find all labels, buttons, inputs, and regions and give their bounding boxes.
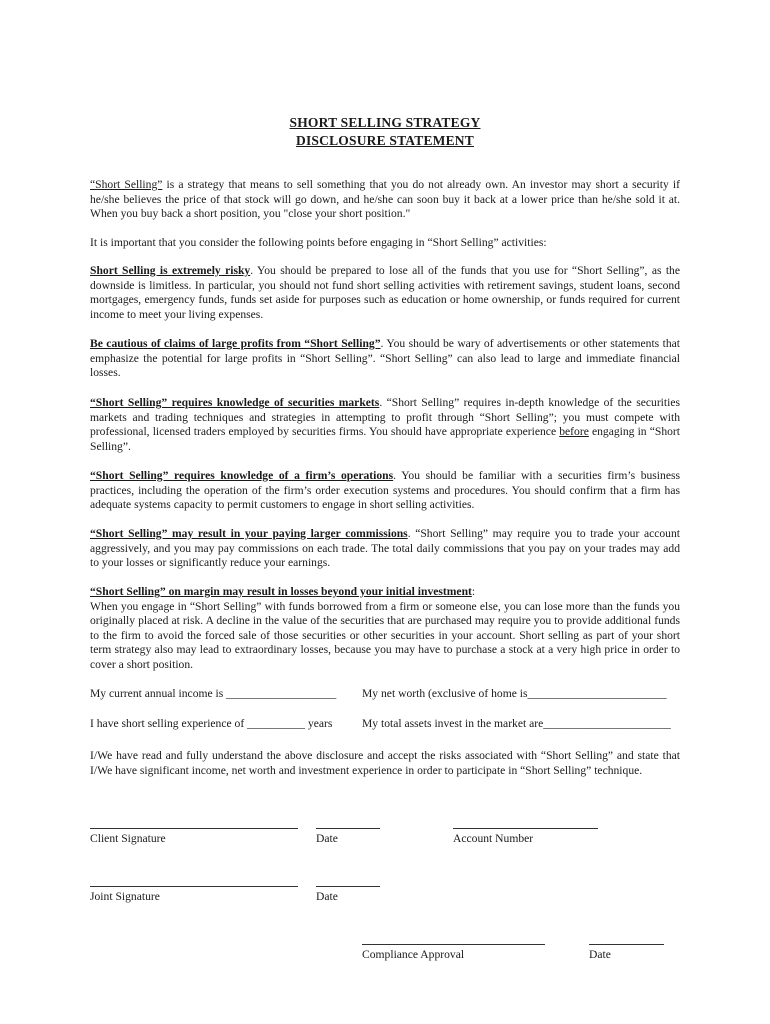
point-securities-text: . “Short Selling” requires in-depth knowledge of the securities markets and trading techniques and strategies in attempting to profit through “Short Selling”; you must compete with professional, licensed traders employed by securities firms. You should have appropriate experience [90, 396, 680, 439]
point-margin [90, 585, 680, 673]
point-securities [90, 396, 680, 454]
date1-line[interactable] [316, 828, 380, 829]
income-field[interactable]: My current annual income is ___________________ [90, 687, 337, 700]
point-risky-text: . You should be prepared to lose all of the funds that you use for “Short Selling”, as the downside is limitless. In particular, you should not fund short selling activities with retirement savings, student loans, second mortgages, emergency funds, funds set aside for purposes such as education or home ownership, or funds required for current income to meet your living expenses. [90, 264, 681, 321]
client-signature-line[interactable] [90, 828, 298, 829]
point-commissions-text: . “Short Selling” may require you to trade your account aggressively, and you may pay commissions on each trade. The total daily commissions that you pay on your trades may add to your losses or significantly reduce your earnings. [90, 527, 680, 570]
joint-signature-label: Joint Signature [90, 890, 160, 903]
point-securities-tail: engaging in “Short Selling”. [90, 425, 681, 453]
point-cautious-text: . You should be wary of advertisements or other statements that emphasize the potential for large profits in “Short Selling”. “Short Selling” can also lead to large and immediate financial losses. [90, 337, 680, 380]
point-operations [90, 469, 680, 513]
client-signature-label: Client Signature [90, 832, 166, 845]
point-operations-text: . You should be familiar with a securities firm’s business practices, including the operation of the firm’s order execution systems and procedures. You should confirm that a firm has adequate systems capacity to permit customers to engage in short selling activities. [90, 469, 680, 512]
point-operations-heading: “Short Selling” requires knowledge of a firm’s operations [90, 469, 394, 482]
title-line-1: SHORT SELLING STRATEGY [289, 115, 481, 130]
important-paragraph: It is important that you consider the following points before engaging in “Short Selling” activities: [90, 236, 547, 249]
net-worth-field[interactable]: My net worth (exclusive of home is________________________ [362, 687, 667, 700]
intro-term: “Short Selling” [90, 178, 163, 191]
experience-field[interactable]: I have short selling experience of __________ years [90, 717, 333, 730]
point-margin-text: When you engage in “Short Selling” with funds borrowed from a firm or someone else, you can lose more than the funds you originally placed at risk. A decline in the value of the securities that are purchased may require you to provide additional funds to the firm to avoid the forced sale of those securities or other securities in your account. Short selling as part of your short term strategy also may lead to extraordinary losses, because you may have to purchase a stock at a very high price in order to cover a short position. [90, 599, 680, 671]
point-margin-colon: : [471, 585, 476, 598]
point-risky [90, 264, 680, 322]
compliance-approval-label: Compliance Approval [362, 948, 465, 961]
intro-text: is a strategy that means to sell something that you do not already own. An investor may short a security if he/she believes the price of that stock will go down, and he/she can soon buy it back at a lower price than he/she sold it at. When you buy back a short position, you "close your short position." [90, 178, 680, 221]
date2-line[interactable] [316, 886, 380, 887]
acknowledgement-paragraph: I/We have read and fully understand the above disclosure and accept the risks associated with “Short Selling” and state that I/We have significant income, net worth and investment experience in order to participate in “Short Selling” technique. [90, 749, 680, 777]
point-cautious [90, 337, 680, 381]
document-title [0, 114, 770, 150]
date1-label: Date [316, 832, 338, 845]
date2-label: Date [316, 890, 338, 903]
point-risky-heading: Short Selling is extremely risky [90, 264, 251, 277]
point-cautious-heading: Be cautious of claims of large profits from “Short Selling” [90, 337, 381, 350]
compliance-approval-line[interactable] [362, 944, 545, 945]
date3-label: Date [589, 948, 611, 961]
point-commissions-heading: “Short Selling” may result in your paying larger commissions [90, 527, 408, 540]
assets-field[interactable]: My total assets invest in the market are______________________ [362, 717, 671, 730]
joint-signature-line[interactable] [90, 886, 298, 887]
point-commissions [90, 527, 680, 571]
point-securities-emphasis: before [559, 425, 589, 439]
point-margin-heading: “Short Selling” on margin may result in losses beyond your initial investment [90, 585, 472, 598]
date3-line[interactable] [589, 944, 664, 945]
account-number-line[interactable] [453, 828, 598, 829]
title-line-2: DISCLOSURE STATEMENT [296, 133, 474, 148]
account-number-label: Account Number [453, 832, 534, 845]
intro-paragraph [90, 178, 680, 222]
point-securities-heading: “Short Selling” requires knowledge of securities markets [90, 396, 380, 409]
